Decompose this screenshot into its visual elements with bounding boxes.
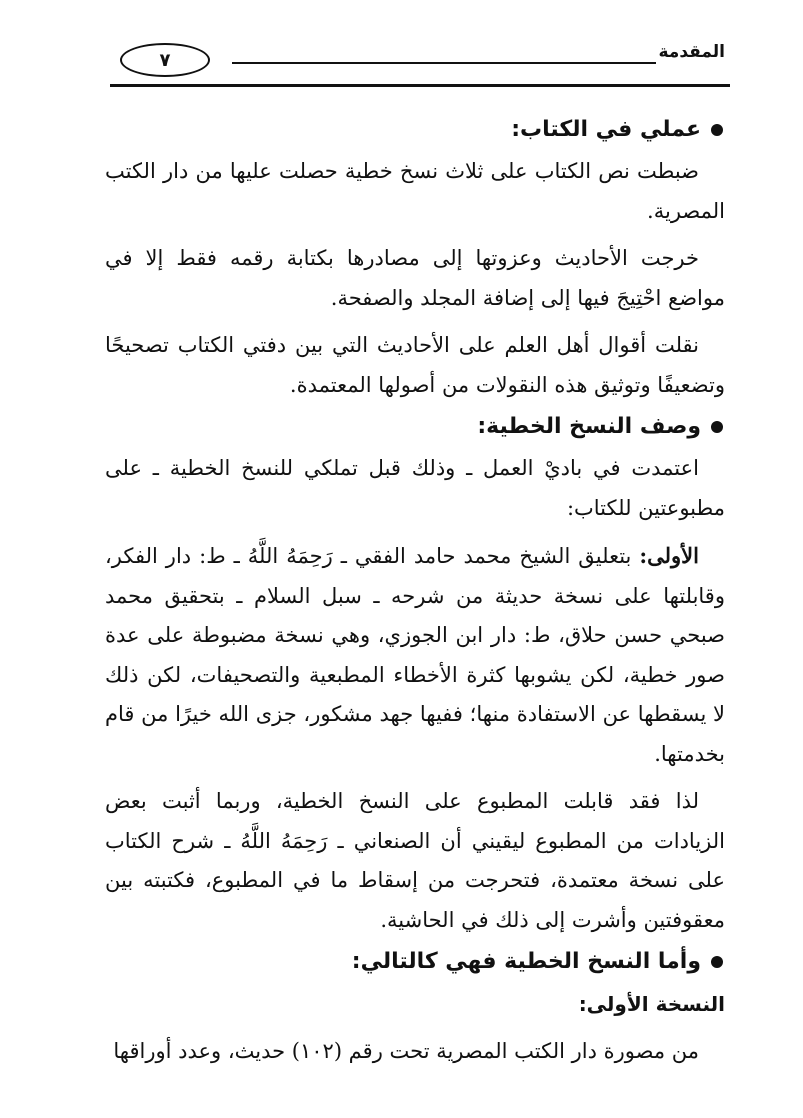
section-heading-manuscripts-text: وأما النسخ الخطية فهي كالتالي:	[351, 949, 701, 974]
paragraph-lead-label: الأولى:	[639, 543, 699, 568]
section-heading-description	[105, 405, 725, 449]
section-heading-manuscripts	[105, 940, 725, 984]
paragraph: اعتمدت في باديْ العمل ـ وذلك قبل تملكي للنسخ الخطية ـ على مطبوعتين للكتاب:	[105, 456, 725, 520]
page-number-oval	[120, 43, 210, 77]
header-line	[232, 62, 656, 64]
paragraph: نقلت أقوال أهل العلم على الأحاديث التي بين دفتي الكتاب تصحيحًا وتضعيفًا وتوثيق هذه النقولات من أصولها المعتمدة.	[105, 333, 725, 397]
bullet-icon	[711, 421, 723, 433]
paragraph-text: بتعليق الشيخ محمد حامد الفقي ـ رَحِمَهُ اللَّهُ ـ ط: دار الفكر، وقابلتها على نسخة حديثة من شرحه ـ سبل السلام ـ بتحقيق محمد صبحي حسن حلاق، ط: دار ابن الجوزي، وهي نسخة مضبوطة على عدة صور خطية، لكن يشوبها كثرة الأخطاء المطبعية والتصحيفات، لكن ذلك لا يسقطها عن الاستفادة منها؛ ففيها جهد مشكور، جزى الله خيرًا من قام بخدمتها.	[105, 544, 725, 766]
header-rule	[110, 84, 730, 87]
section-heading-work	[105, 108, 725, 152]
running-header-title: المقدمة	[658, 42, 725, 62]
paragraph: من مصورة دار الكتب المصرية تحت رقم (١٠٢) حديث، وعدد أوراقها	[113, 1039, 699, 1063]
subheading-first-manuscript: النسخة الأولى:	[578, 992, 725, 1016]
page-body	[105, 108, 725, 1072]
paragraph	[105, 536, 725, 774]
paragraph: ضبطت نص الكتاب على ثلاث نسخ خطية حصلت عليها من دار الكتب المصرية.	[105, 159, 725, 223]
paragraph: لذا فقد قابلت المطبوع على النسخ الخطية، وربما أثبت بعض الزيادات من المطبوع ليقيني أن الصنعاني ـ رَحِمَهُ اللَّهُ ـ شرح الكتاب على نسخة معتمدة، فتحرجت من إسقاط ما في المطبوع، فكتبته بين معقوفتين وأشرت إلى ذلك في الحاشية.	[105, 789, 725, 932]
bullet-icon	[711, 956, 723, 968]
bullet-icon	[711, 124, 723, 136]
paragraph: خرجت الأحاديث وعزوتها إلى مصادرها بكتابة رقمه فقط إلا في مواضع احْتِيجَ فيها إلى إضافة المجلد والصفحة.	[105, 246, 725, 310]
section-heading-work-text: عملي في الكتاب:	[511, 117, 701, 142]
page-number: ٧	[159, 49, 171, 71]
section-heading-description-text: وصف النسخ الخطية:	[477, 414, 701, 439]
